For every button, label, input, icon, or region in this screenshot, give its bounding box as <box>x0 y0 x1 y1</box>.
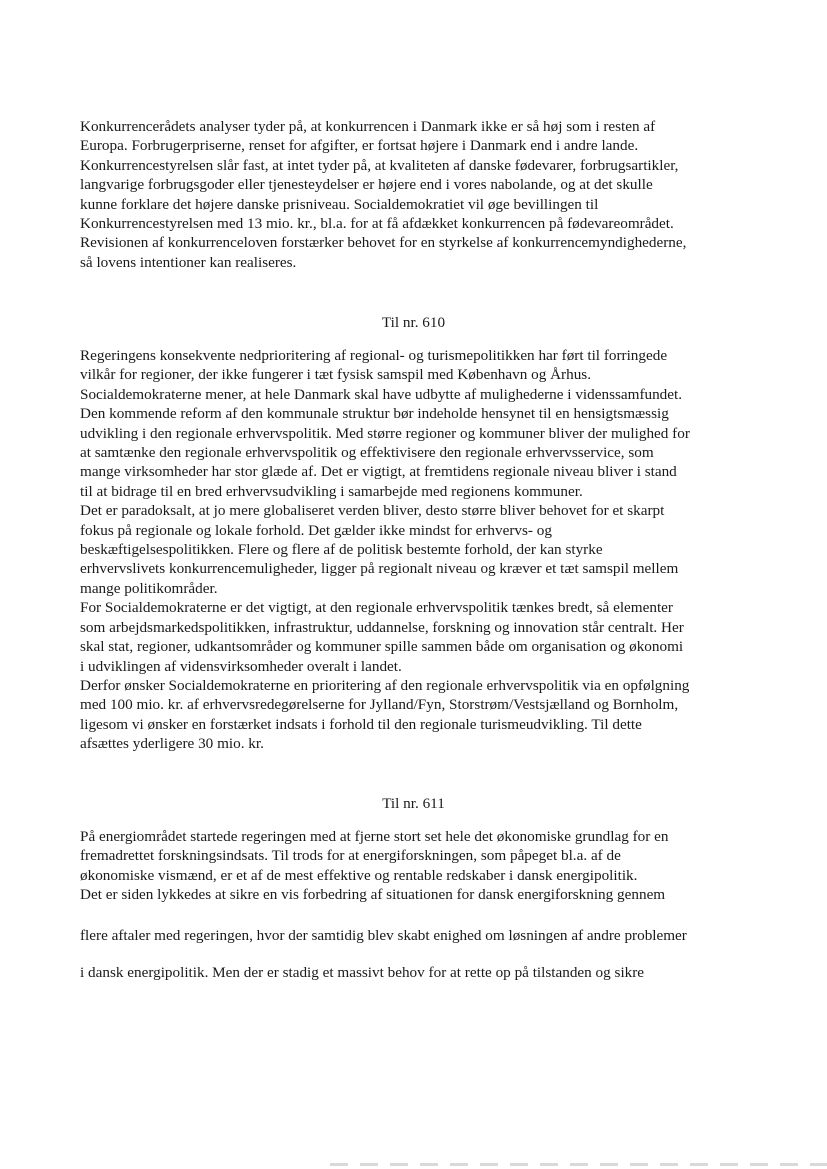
text-line: som arbejdsmarkedspolitikken, infrastruktur, uddannelse, forskning og innovation står centralt. Her <box>80 618 684 636</box>
text-line-spaced: i dansk energipolitik. Men der er stadig et massivt behov for at rette op på tilstanden og sikre <box>80 964 645 981</box>
text-line: Det er paradoksalt, at jo mere globaliseret verden bliver, desto større bliver behovet for et skarpt <box>80 502 665 520</box>
text-line: økonomiske vismænd, er et af de mest effektive og rentable redskaber i dansk energipolitik. <box>80 866 638 884</box>
text-line: i udviklingen af vidensvirksomheder overalt i landet. <box>80 657 402 675</box>
text-line: til at bidrage til en bred erhvervsudvikling i samarbejde med regionens kommuner. <box>80 482 583 500</box>
text-line: For Socialdemokraterne er det vigtigt, at den regionale erhvervspolitik tænkes bredt, så elementer <box>80 599 673 617</box>
text-line: så lovens intentioner kan realiseres. <box>80 253 297 271</box>
text-line: Revisionen af konkurrenceloven forstærker behovet for en styrkelse af konkurrencemyndighederne, <box>80 234 687 252</box>
text-line: mange politikområder. <box>80 579 218 597</box>
text-line: beskæftigelsespolitikken. Flere og flere af de politisk bestemte forhold, der kan styrke <box>80 541 603 559</box>
scan-edge-artifact <box>330 1163 827 1166</box>
text-line: Konkurrencestyrelsen slår fast, at intet tyder på, at kvaliteten af danske fødevarer, forbrugsartikler, <box>80 156 679 174</box>
text-line: Det er siden lykkedes at sikre en vis forbedring af situationen for dansk energiforskning gennem <box>80 886 666 904</box>
section-heading-611: Til nr. 611 <box>382 795 445 812</box>
text-line: Konkurrencerådets analyser tyder på, at konkurrencen i Danmark ikke er så høj som i resten af <box>80 118 656 135</box>
text-line: afsættes yderligere 30 mio. kr. <box>80 735 264 753</box>
paragraph-regional-politik <box>80 346 752 754</box>
text-line: Konkurrencestyrelsen med 13 mio. kr., bl.a. for at få afdækket konkurrencen på fødevareområdet. <box>80 215 674 233</box>
text-line: langvarige forbrugsgoder eller tjenesteydelser er højere end i vores nabolande, og at det skulle <box>80 176 653 194</box>
text-line: Europa. Forbrugerpriserne, renset for afgifter, er fortsat højere i Danmark end i andre lande. <box>80 137 639 155</box>
text-line: fokus på regionale og lokale forhold. Det gælder ikke mindst for erhvervs- og <box>80 521 552 539</box>
paragraph-energi <box>80 827 752 905</box>
paragraph-konkurrence <box>80 117 752 272</box>
text-line: Regeringens konsekvente nedprioritering af regional- og turismepolitikken har ført til forringede <box>80 347 668 364</box>
text-line: ligesom vi ønsker en forstærket indsats i forhold til den regionale turismeudvikling. Til dette <box>80 715 642 733</box>
text-line: at samtænke den regionale erhvervspolitik og effektivisere den regionale erhvervsservice, som <box>80 444 654 462</box>
text-line: kunne forklare det højere danske prisniveau. Socialdemokratiet vil øge bevillingen til <box>80 195 599 213</box>
text-line: mange virksomheder har stor glæde af. Det er vigtigt, at fremtidens regionale niveau bliver i stand <box>80 463 677 481</box>
text-line: Derfor ønsker Socialdemokraterne en prioritering af den regionale erhvervspolitik via en opfølgning <box>80 676 690 694</box>
text-line: udvikling i den regionale erhvervspolitik. Med større regioner og kommuner bliver der mulighed for <box>80 424 690 442</box>
section-heading-610: Til nr. 610 <box>381 314 446 331</box>
text-line: erhvervslivets konkurrencemuligheder, ligger på regionalt niveau og kræver et tæt samspil mellem <box>80 560 679 578</box>
text-line-spaced: flere aftaler med regeringen, hvor der samtidig blev skabt enighed om løsningen af andre problemer <box>80 927 687 944</box>
text-line: Socialdemokraterne mener, at hele Danmark skal have udbytte af mulighederne i videnssamfundet. <box>80 385 683 403</box>
text-line: fremadrettet forskningsindsats. Til trods for at energiforskningen, som påpeget bl.a. af de <box>80 847 621 865</box>
text-line: med 100 mio. kr. af erhvervsredegørelserne for Jylland/Fyn, Storstrøm/Vestsjælland og Bornholm, <box>80 696 679 714</box>
text-line: vilkår for regioner, der ikke fungerer i tæt fysisk samspil med København og Århus. <box>80 366 592 384</box>
text-line: På energiområdet startede regeringen med at fjerne stort set hele det økonomiske grundlag for en <box>80 828 669 845</box>
text-line: skal stat, regioner, udkantsområder og kommuner spille sammen både om organisation og økonomi <box>80 638 684 656</box>
text-line: Den kommende reform af den kommunale struktur bør indeholde hensynet til en hensigtsmæssig <box>80 405 669 423</box>
